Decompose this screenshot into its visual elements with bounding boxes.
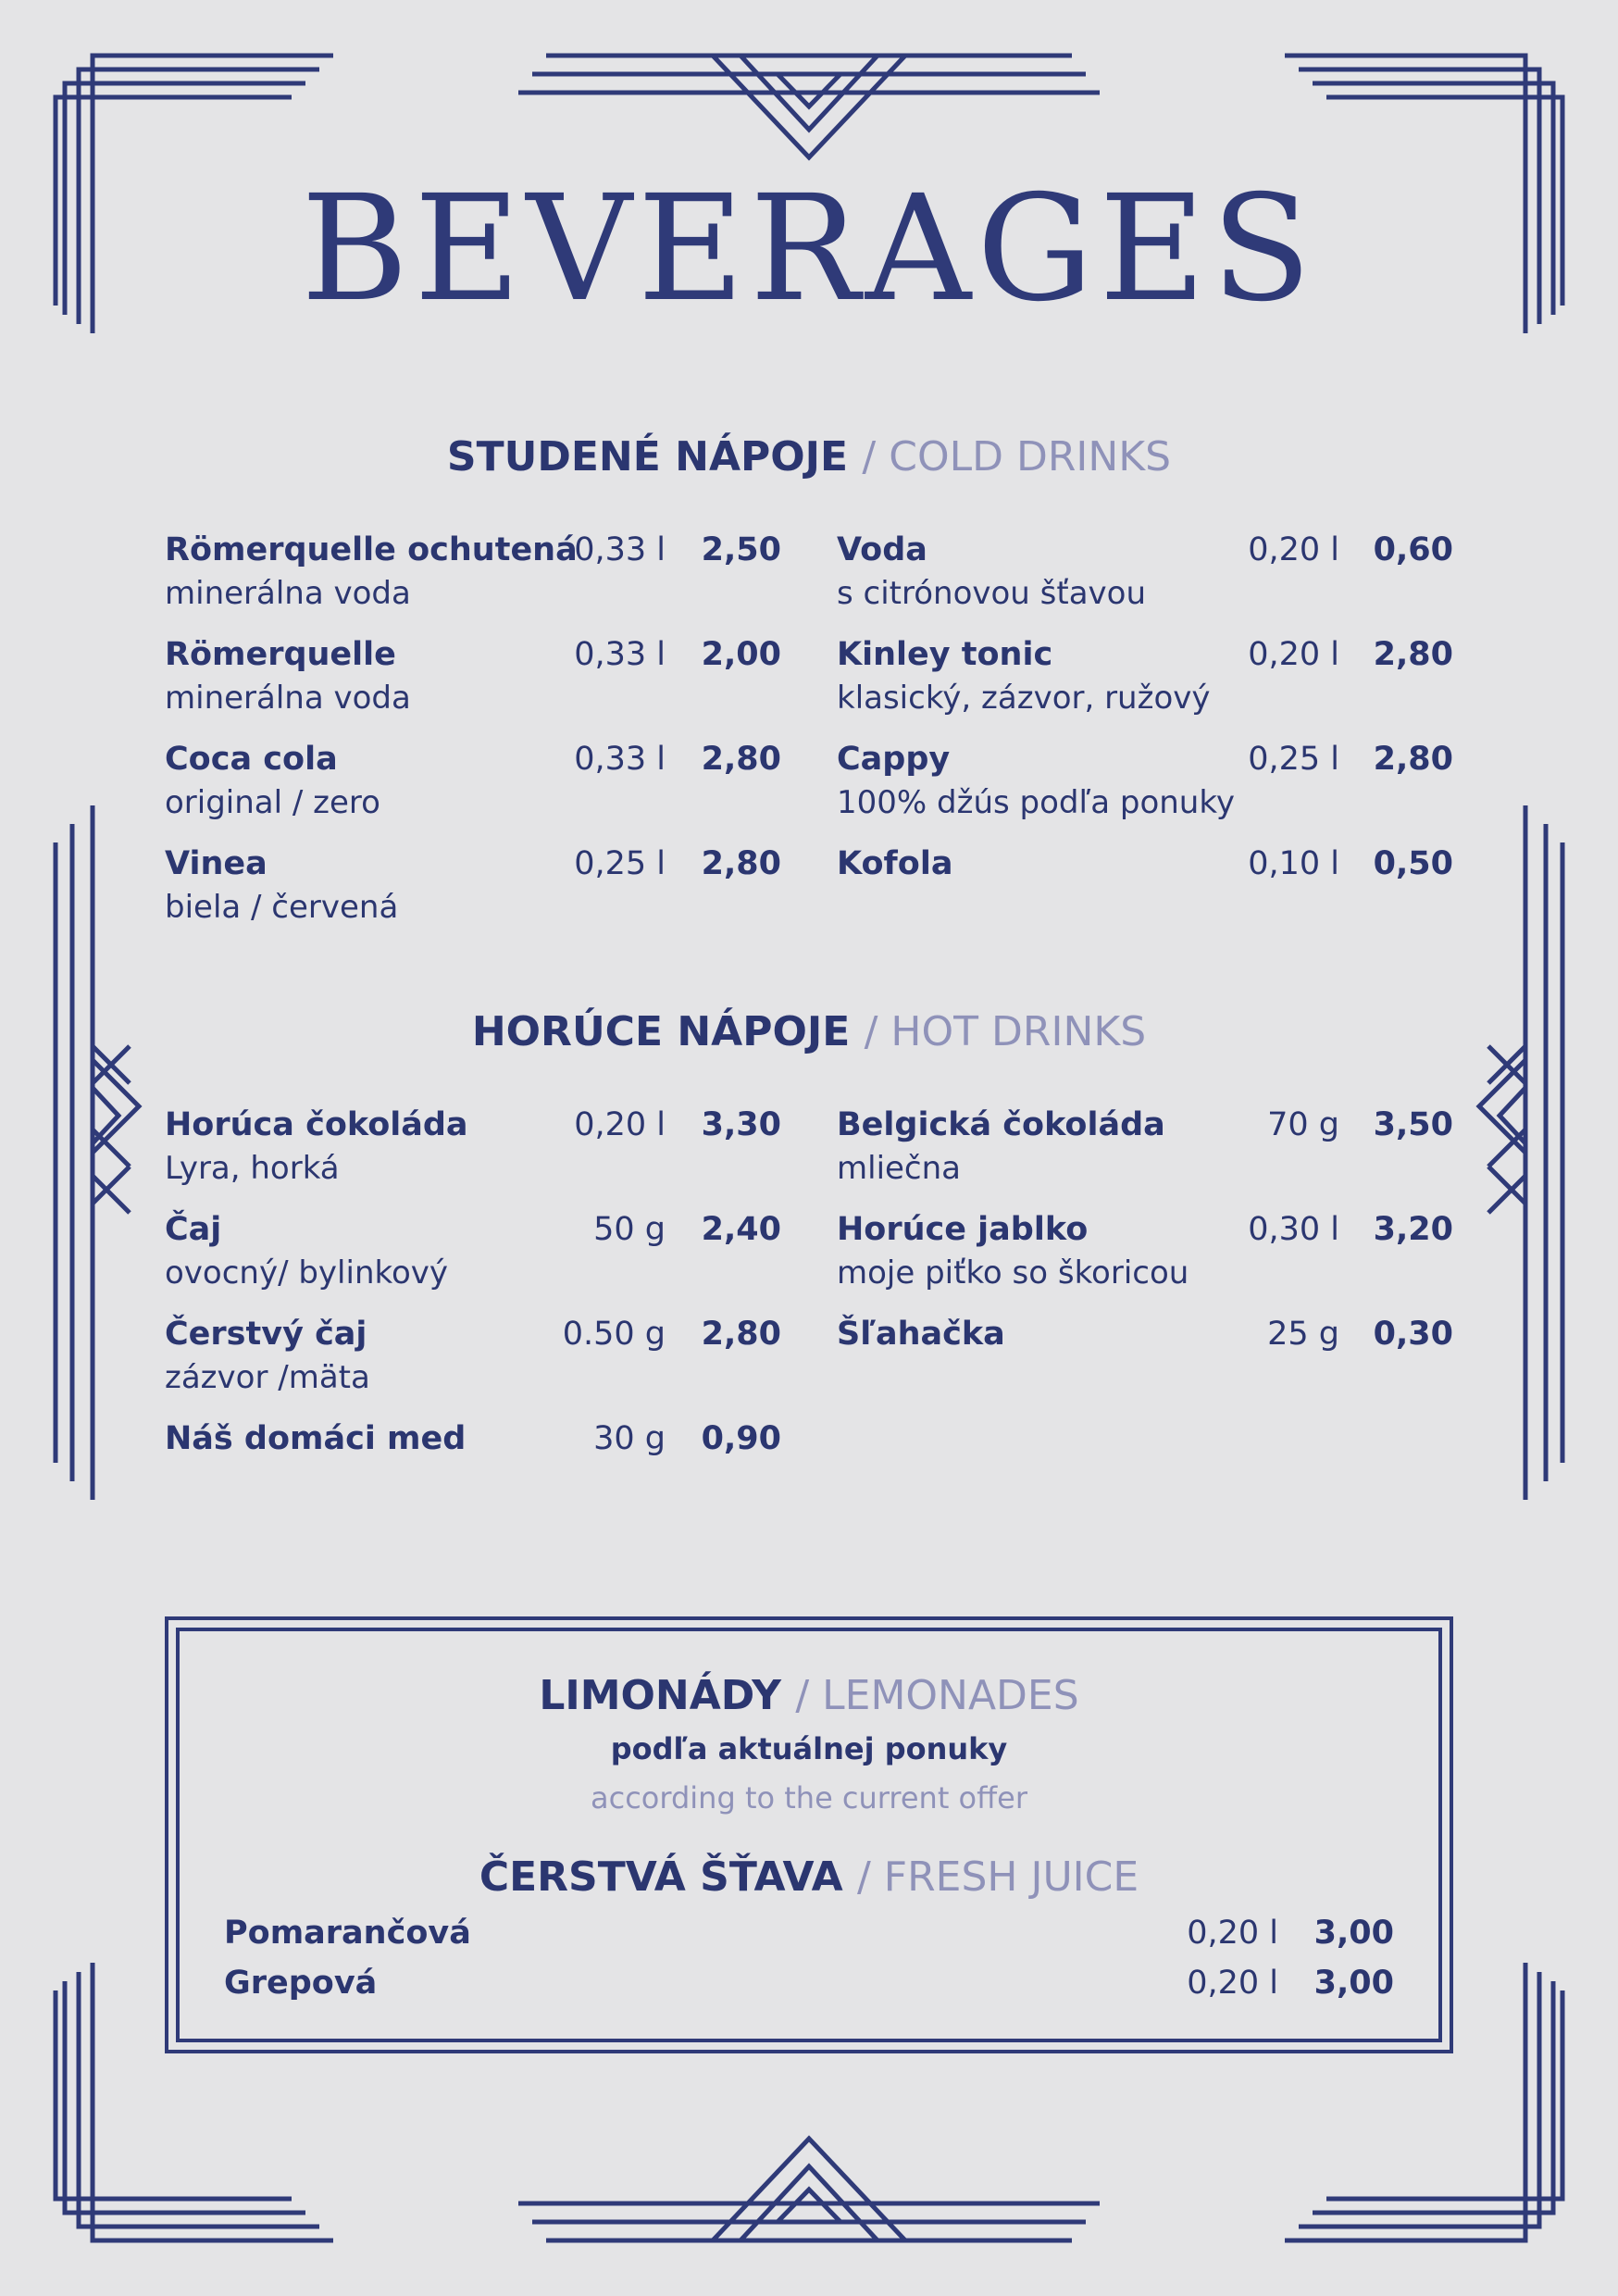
item-volume: 0,33 l xyxy=(574,531,666,568)
heading-en: / LEMONADES xyxy=(795,1672,1079,1719)
item-description: ovocný/ bylinkový xyxy=(165,1254,449,1292)
item-name: Horúce jablko xyxy=(837,1211,1089,1248)
item-volume: 0.50 g xyxy=(562,1316,666,1353)
item-volume: 70 g xyxy=(1267,1106,1339,1143)
item-description: original / zero xyxy=(165,784,380,821)
item-price: 3,00 xyxy=(1313,1915,1394,1952)
item-price: 2,80 xyxy=(1373,741,1453,778)
menu-item xyxy=(165,1420,781,1525)
item-price: 0,60 xyxy=(1373,531,1453,568)
item-description: mliečna xyxy=(837,1150,962,1187)
item-description: minerálna voda xyxy=(165,575,411,612)
item-price: 3,50 xyxy=(1373,1106,1453,1143)
item-price: 2,80 xyxy=(701,845,781,882)
item-volume: 30 g xyxy=(593,1420,666,1457)
item-price: 2,00 xyxy=(701,636,781,673)
item-volume: 25 g xyxy=(1267,1316,1339,1353)
menu-item xyxy=(837,636,1453,741)
item-name: Horúca čokoláda xyxy=(165,1106,468,1143)
item-volume: 0,10 l xyxy=(1248,845,1339,882)
item-name: Pomarančová xyxy=(224,1915,471,1952)
cold-drinks-left-column xyxy=(165,531,781,950)
lemonades-note-en: according to the current offer xyxy=(591,1780,1027,1816)
item-price: 3,30 xyxy=(701,1106,781,1143)
item-name: Römerquelle ochutená xyxy=(165,531,578,568)
menu-item xyxy=(837,1106,1453,1211)
item-description: moje piťko so škoricou xyxy=(837,1254,1189,1292)
item-name: Šľahačka xyxy=(837,1316,1005,1353)
item-name: Grepová xyxy=(224,1965,378,2002)
item-price: 3,20 xyxy=(1373,1211,1453,1248)
item-volume: 0,20 l xyxy=(1187,1915,1278,1952)
menu-item xyxy=(837,845,1453,950)
juice-item xyxy=(224,1965,1394,2011)
cold-drinks-right-column xyxy=(837,531,1453,950)
item-volume: 0,25 l xyxy=(1248,741,1339,778)
item-volume: 0,20 l xyxy=(574,1106,666,1143)
hot-drinks-left-column xyxy=(165,1106,781,1525)
item-name: Kofola xyxy=(837,845,953,882)
item-volume: 0,20 l xyxy=(1248,531,1339,568)
juice-item xyxy=(224,1915,1394,1961)
item-name: Čerstvý čaj xyxy=(165,1316,367,1353)
item-volume: 50 g xyxy=(593,1211,666,1248)
item-description: s citrónovou šťavou xyxy=(837,575,1147,612)
menu-item xyxy=(837,1316,1453,1420)
menu-item xyxy=(165,1316,781,1420)
menu-item xyxy=(165,741,781,845)
item-description: Lyra, horká xyxy=(165,1150,340,1187)
item-description: minerálna voda xyxy=(165,680,411,717)
item-name: Cappy xyxy=(837,741,951,778)
item-description: zázvor /mäta xyxy=(165,1359,370,1396)
hot-drinks-right-column xyxy=(837,1106,1453,1420)
item-name: Náš domáci med xyxy=(165,1420,467,1457)
item-name: Voda xyxy=(837,531,927,568)
menu-item xyxy=(165,845,781,950)
menu-item xyxy=(165,1106,781,1211)
item-volume: 0,20 l xyxy=(1187,1965,1278,2002)
item-name: Kinley tonic xyxy=(837,636,1053,673)
item-volume: 0,20 l xyxy=(1248,636,1339,673)
item-price: 2,50 xyxy=(701,531,781,568)
item-name: Coca cola xyxy=(165,741,338,778)
item-price: 2,80 xyxy=(701,741,781,778)
item-price: 0,90 xyxy=(701,1420,781,1457)
menu-item xyxy=(837,531,1453,636)
item-description: biela / červená xyxy=(165,889,399,926)
heading-en: / FRESH JUICE xyxy=(856,1853,1139,1901)
section-heading-hot xyxy=(0,1008,1618,1055)
heading-sk: HORÚCE NÁPOJE xyxy=(471,1008,851,1055)
heading-sk: LIMONÁDY xyxy=(539,1672,781,1719)
heading-sk: STUDENÉ NÁPOJE xyxy=(446,433,849,480)
item-volume: 0,33 l xyxy=(574,636,666,673)
item-description: klasický, zázvor, ružový xyxy=(837,680,1211,717)
section-heading-juice xyxy=(0,1853,1618,1901)
menu-item xyxy=(837,1211,1453,1316)
section-heading-lemonades xyxy=(0,1672,1618,1719)
menu-item xyxy=(165,531,781,636)
item-name: Čaj xyxy=(165,1211,222,1248)
item-price: 2,40 xyxy=(701,1211,781,1248)
item-description: 100% džús podľa ponuky xyxy=(837,784,1235,821)
menu-item xyxy=(165,1211,781,1316)
item-price: 2,80 xyxy=(1373,636,1453,673)
heading-en: / COLD DRINKS xyxy=(862,433,1172,480)
item-name: Römerquelle xyxy=(165,636,396,673)
item-name: Vinea xyxy=(165,845,268,882)
menu-item xyxy=(837,741,1453,845)
item-price: 0,30 xyxy=(1373,1316,1453,1353)
item-price: 3,00 xyxy=(1313,1965,1394,2002)
heading-sk: ČERSTVÁ ŠŤAVA xyxy=(479,1853,843,1901)
item-volume: 0,25 l xyxy=(574,845,666,882)
menu-item xyxy=(165,636,781,741)
item-volume: 0,30 l xyxy=(1248,1211,1339,1248)
lemonades-note-sk: podľa aktuálnej ponuky xyxy=(610,1731,1008,1766)
item-name: Belgická čokoláda xyxy=(837,1106,1165,1143)
item-price: 0,50 xyxy=(1373,845,1453,882)
item-volume: 0,33 l xyxy=(574,741,666,778)
item-price: 2,80 xyxy=(701,1316,781,1353)
page-title: BEVERAGES xyxy=(301,164,1317,334)
heading-en: / HOT DRINKS xyxy=(864,1008,1147,1055)
section-heading-cold xyxy=(0,433,1618,480)
